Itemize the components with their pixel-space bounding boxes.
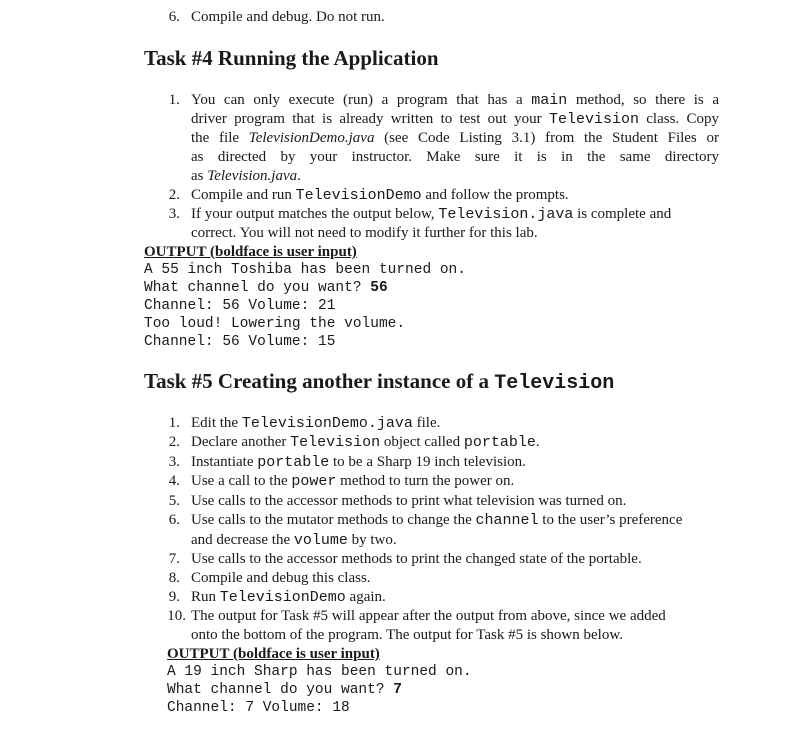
list-number: 3.	[168, 206, 180, 222]
task5-item5-text: Use calls to the accessor methods to print what television was turned on.	[191, 493, 627, 509]
list-item-text: Compile and debug. Do not run.	[191, 9, 385, 25]
task5-item4-text: Use a call to the power method to turn the power on.	[191, 473, 515, 490]
task5-item10-line1: The output for Task #5 will appear after the output from above, since we added	[191, 608, 666, 624]
task4-output-line2: What channel do you want? 56	[144, 280, 388, 296]
list-number: 2.	[168, 187, 180, 203]
task4-heading	[144, 45, 439, 71]
list-number: 5.	[168, 493, 180, 509]
task5-item8-text: Compile and debug this class.	[191, 570, 371, 586]
task4-output-line1: A 55 inch Toshiba has been turned on.	[144, 262, 466, 278]
list-number: 3.	[168, 454, 180, 470]
task5-output-title: OUTPUT (boldface is user input)	[167, 646, 380, 662]
task4-title: Task #4 Running the Application	[144, 46, 439, 70]
task5-item7-text: Use calls to the accessor methods to print the changed state of the portable.	[191, 551, 642, 567]
list-number: 1.	[168, 92, 180, 108]
list-number: 8.	[168, 570, 180, 586]
list-number: 6.	[168, 512, 180, 528]
task5-item9-text: Run TelevisionDemo again.	[191, 589, 386, 606]
task5-item10-line2: onto the bottom of the program. The output for Task #5 is shown below.	[191, 627, 623, 643]
task4-item2-text: Compile and run TelevisionDemo and follow the prompts.	[191, 187, 569, 204]
task4-item1-line3: the file TelevisionDemo.java (see Code Listing 3.1) from the Student Files or	[191, 130, 719, 146]
task4-output-line3: Channel: 56 Volume: 21	[144, 298, 336, 314]
task5-item6-line2: and decrease the volume by two.	[191, 532, 397, 549]
list-number: 7.	[168, 551, 180, 567]
task5-item2-text: Declare another Television object called portable.	[191, 434, 540, 451]
user-input: 56	[370, 280, 388, 296]
list-number: 4.	[168, 473, 180, 489]
task5-item6-line1: Use calls to the mutator methods to change the channel to the user’s preference	[191, 512, 683, 529]
list-number: 1.	[168, 415, 180, 431]
task4-output-line4: Too loud! Lowering the volume.	[144, 316, 406, 332]
task5-output-line3: Channel: 7 Volume: 18	[167, 700, 350, 716]
user-input: 7	[393, 682, 402, 698]
task4-item3-line1: If your output matches the output below, Television.java is complete and	[191, 206, 672, 223]
list-number: 9.	[168, 589, 180, 605]
task4-item1-line5: as Television.java.	[191, 168, 301, 184]
task4-output-title: OUTPUT (boldface is user input)	[144, 244, 357, 260]
task5-heading	[144, 368, 614, 397]
task4-item1-line1: You can only execute (run) a program that has a main method, so there is a	[191, 92, 719, 109]
task5-item1-text: Edit the TelevisionDemo.java file.	[191, 415, 441, 432]
list-number: 10.	[167, 608, 186, 624]
task5-title: Task #5 Creating another instance of a Television	[144, 369, 615, 395]
task4-item1-line4: as directed by your instructor. Make sure it is in the same directory	[191, 149, 719, 165]
task4-output-line5: Channel: 56 Volume: 15	[144, 334, 336, 350]
task5-output-line1: A 19 inch Sharp has been turned on.	[167, 664, 472, 680]
task4-item3-line2: correct. You will not need to modify it further for this lab.	[191, 225, 538, 241]
task4-item1-line2: driver program that is already written to test out your Television class. Copy	[191, 111, 719, 128]
list-number: 2.	[168, 434, 180, 450]
list-number: 6.	[168, 9, 180, 25]
task5-output-line2: What channel do you want? 7	[167, 682, 402, 698]
task5-item3-text: Instantiate portable to be a Sharp 19 inch television.	[191, 454, 526, 471]
